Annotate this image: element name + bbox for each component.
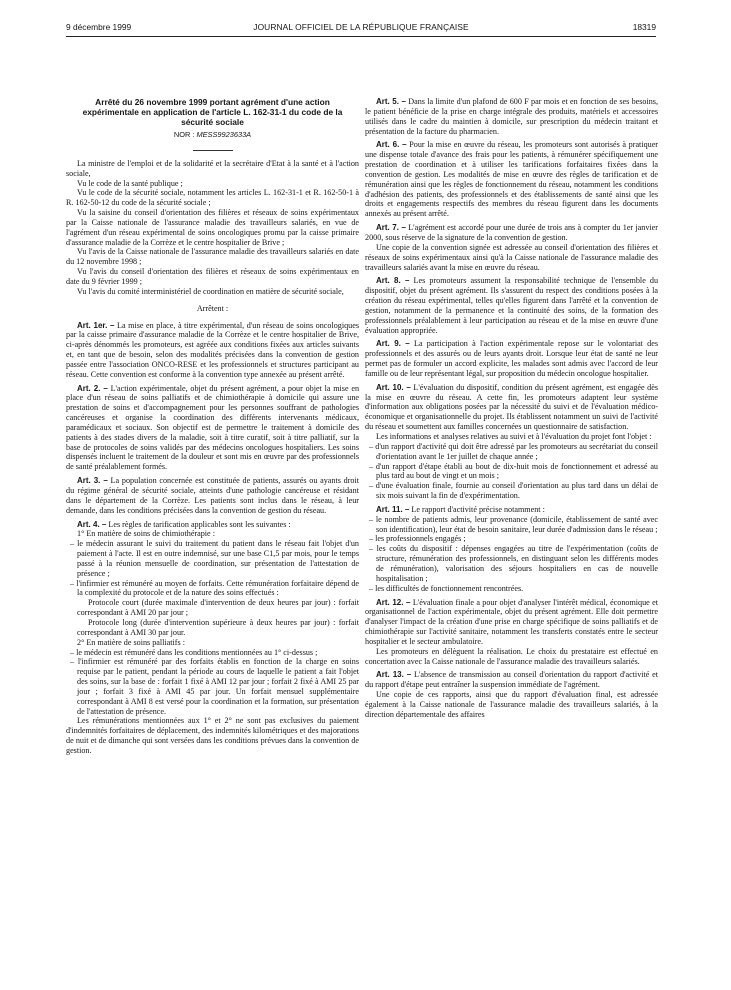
nor-reference (66, 130, 359, 140)
title-rule (193, 150, 233, 151)
article-12-label: Art. 12. – (376, 597, 411, 607)
article-4-protocol-long: Protocole long (durée d'intervention supérieure à deux heures par jour) : forfait correspondant à AMI 30 par jour. (77, 617, 359, 637)
right-column (365, 97, 658, 976)
article-6-text: Pour la mise en œuvre du réseau, les promoteurs sont autorisés à pratiquer une dispense totale d'avance des frais pour les patients, à rémunérer spécifiquement une prestation de coordination et à utiliser les tarifications forfaitaires fixées dans la convention de gestion. Les modalités de mise en œuvre des règles de tarification et de rémunération ainsi que les règles de fonctionnement du réseau, notamment les conditions d'adhésion des patients, des professionnels et des établissements de santé ainsi que les droits et engagements respectifs des membres du réseau figurent dans les documents annexés au présent arrêté. (365, 140, 658, 219)
left-column (66, 97, 359, 976)
article-7-label: Art. 7. – (376, 223, 406, 233)
article-4-item-1a: – le médecin assurant le suivi du traitement du patient dans le réseau fait l'objet d'un paiement à l'acte. Il est en outre indemnisé, sur une base C1,5 par mois, pour le temps passé à la réunion mensuelle de coordination, sur présentation de l'attestation de présence ; (70, 539, 359, 578)
article-5-text: Dans la limite d'un plafond de 600 F par mois et en fonction de ses besoins, le patient bénéficie de la prise en charge intégrale des produits, matériels et accessoires utilisés dans le cadre du maintien à domicile, sur prescription du médecin traitant et présentation de la facture du pharmacien. (365, 97, 658, 136)
visa-5: Vu l'avis du conseil d'orientation des filières et réseaux de soins expérimentaux en date du 9 février 1999 ; (66, 267, 359, 286)
article-12 (365, 598, 658, 647)
article-3 (66, 476, 359, 515)
article-2-text: L'action expérimentale, objet du présent agrément, a pour objet la mise en place d'un réseau de soins palliatifs et de chimiothérapie à domicile qui assure une prestation de soins et d'accompagnement pour les personnes souffrant de pathologies cancéreuses et organise la coordination des différents intervenants médicaux, paramédicaux et sociaux. Son objectif est de permettre le traitement à domicile des patients à des stades divers de la maladie, soit à titre curatif, soit à titre palliatif, sur la base de protocoles de soins validés par des médecins oncologues hospitaliers. Les soins dispensés incluent le traitement de la douleur et sont mis en œuvre par des professionnels de santé préalablement formés. (66, 383, 359, 472)
article-4-protocol-short: Protocole court (durée maximale d'intervention de deux heures par jour) : forfait correspondant à AMI 20 par jour ; (77, 598, 359, 618)
header-date: 9 décembre 1999 (66, 22, 132, 32)
page-header (66, 22, 656, 34)
article-10-reports-intro: Les informations et analyses relatives au suivi et à l'évaluation du projet font l'objet : (376, 432, 652, 441)
header-page-number: 18319 (632, 22, 656, 32)
article-9 (365, 339, 658, 378)
header-rule (66, 36, 656, 37)
decree-title: Arrêté du 26 novembre 1999 portant agrément d'une action expérimentale en application de l'article L. 162-31-1 du code de la sécurité sociale (82, 97, 343, 127)
article-8 (365, 276, 658, 335)
article-11-item-costs: – les coûts du dispositif : dépenses engagées au titre de l'expérimentation (coûts de structure, rémunération des professionnels, en distinguant selon les différents modes de rémunération), valorisation des séjours hospitaliers en cas de nouvelle hospitalisation ; (369, 544, 658, 583)
article-10-report-final: – d'une évaluation finale, fournie au conseil d'orientation au plus tard dans un délai de six mois suivant la fin de d'expérimentation. (369, 481, 658, 501)
article-4-item-1b: – l'infirmier est rémunéré au moyen de forfaits. Cette rémunération forfaitaire dépend de la complexité du protocole et de la nature des soins effectués : (70, 578, 359, 598)
article-10-report-stage: – d'un rapport d'étape établi au bout de dix-huit mois de fonctionnement et adressé au plus tard au bout de vingt et un mois ; (369, 461, 658, 481)
article-11-item-professionals: – les professionnels engagés ; (369, 534, 466, 544)
visa-4: Vu l'avis de la Caisse nationale de l'assurance maladie des travailleurs salariés en date du 12 novembre 1998 ; (66, 247, 359, 267)
visa-3: Vu la saisine du conseil d'orientation des filières et réseaux de soins expérimentaux par la Caisse nationale de l'assurance maladie des travailleurs salariés, en vue de l'agrément d'un réseau expérimental de soins oncologiques promu par la caisse primaire d'assurance maladie de la Corrèze et le centre hospitalier de Brive ; (66, 208, 359, 247)
article-3-label: Art. 3. – (77, 476, 108, 486)
visa-1: Vu le code de la santé publique ; (77, 178, 183, 188)
visa-6: Vu l'avis du comité interministériel de coordination en matière de sécurité sociale, (77, 286, 344, 296)
article-4 (66, 520, 359, 530)
article-11-item-patients: – le nombre de patients admis, leur provenance (domicile, établissement de santé avec son identification), leur état de besoin sanitaire, leur durée d'admission dans le réseau ; (369, 514, 658, 534)
article-4-item-2b: – l'infirmier est rémunéré par des forfaits établis en fonction de la charge en soins requise par le patient, pendant la période au cours de laquelle le patient a fait l'objet des soins, sur la base de : forfait 1 fixé à AMI 12 par jour ; forfait 2 fixé à AMI 25 par jour ; forfait 3 fixé à AMI 45 par jour. Un forfait mensuel supplémentaire correspondant à AMI 8 est versé pour la coordination et la formation, sur présentation de l'attestation de présence. (70, 657, 359, 716)
article-4-closing: Les rémunérations mentionnées aux 1° et 2° ne sont pas exclusives du paiement d'indemnités forfaitaires de déplacement, des indemnités kilométriques et des majorations de nuit et de dimanche qui sont versées dans les conditions prévues dans la convention de gestion. (66, 716, 359, 755)
article-8-label: Art. 8. – (376, 276, 410, 286)
article-4-text: Les règles de tarification applicables sont les suivantes : (106, 519, 291, 529)
article-7-copy: Une copie de la convention signée est adressée au conseil d'orientation des filières et réseaux de soins expérimentaux ainsi qu'à la Caisse nationale de l'assurance maladie des travailleurs salariés avant la mise en œuvre du réseau. (365, 242, 658, 272)
visa-2: Vu le code de la sécurité sociale, notamment les articles L. 162-31-1 et R. 162-50-1 à R. 162-50-12 du code de la sécurité sociale ; (66, 188, 359, 208)
article-4-item-1: 1° En matière de soins de chimiothérapie : (77, 529, 215, 539)
preamble-ministers: La ministre de l'emploi et de la solidarité et la secrétaire d'Etat à la santé et à l'action sociale, (66, 158, 359, 178)
article-4-item-2: 2° En matière de soins palliatifs : (77, 637, 185, 647)
article-11-label: Art. 11. – (376, 504, 410, 514)
article-4-item-2a: – le médecin est rémunéré dans les conditions mentionnées au 1° ci-dessus ; (70, 647, 318, 657)
article-5 (365, 97, 658, 136)
article-10-report-activity: – d'un rapport d'activité qui doit être adressé par les promoteurs au secrétariat du conseil d'orientation avant le 1er juillet de chaque année ; (369, 441, 658, 461)
article-3-text: La population concernée est constituée de patients, assurés ou ayants droit du régime général de sécurité sociale, atteints d'une pathologie cancéreuse et résidant dans le département de la Corrèze. Les patients sont inclus dans le réseau, à leur demande, dans les conditions précisées dans la convention de gestion du réseau. (66, 476, 359, 515)
article-13-label: Art. 13. – (376, 670, 412, 680)
header-journal-title: JOURNAL OFFICIEL DE LA RÉPUBLIQUE FRANÇAISE (253, 22, 469, 32)
article-10 (365, 383, 658, 432)
article-9-text: La participation à l'action expérimentale repose sur le volontariat des professionnels et des assurés ou de leurs ayants droit. Lorsque leur état de santé ne leur permet pas de formuler un accord explicite, les malades sont admis avec l'accord de leur famille ou de leur représentant légal, sur proposition du médecin oncologue hospitalier. (365, 339, 658, 378)
article-5-label: Art. 5. – (376, 97, 406, 106)
arretent: Arrêtent : (196, 303, 229, 313)
article-10-label: Art. 10. – (376, 382, 411, 392)
article-13-text: L'absence de transmission au conseil d'orientation du rapport d'activité et du rapport d'étape peut entraîner la suspension immédiate de l'agrément. (365, 670, 658, 690)
nor-label: NOR : (173, 130, 197, 139)
article-1-label: Art. 1er. – (77, 320, 115, 330)
article-9-label: Art. 9. – (376, 339, 410, 349)
article-6 (365, 140, 658, 219)
article-2-label: Art. 2. – (77, 383, 108, 393)
article-7-text: L'agrément est accordé pour une durée de trois ans à compter du 1er janvier 2000, sous réserve de la signature de la convention de gestion. (365, 223, 658, 242)
article-13 (365, 670, 658, 690)
article-11-item-difficulties: – les difficultés de fonctionnement rencontrées. (369, 583, 524, 593)
article-12-delegation: Les promoteurs en délèguent la réalisation. Le choix du prestataire est effectué en concertation avec la Caisse nationale de l'assurance maladie des travailleurs salariés. (365, 646, 658, 666)
article-11 (365, 505, 658, 515)
article-11-text: Le rapport d'activité précise notamment : (409, 504, 545, 514)
article-12-text: L'évaluation finale a pour objet d'analyser l'intérêt médical, économique et organisationnel de l'action expérimentale, objet du présent agrément. Elle doit permettre d'analyser l'impact de la création d'une prise en charge spécifique de soins palliatifs et de chimiothérapie sur l'activité sanitaire, notamment les transferts constatés entre le secteur hospitalier et le secteur ambulatoire. (365, 597, 658, 646)
article-7 (365, 223, 658, 243)
article-1 (66, 321, 359, 380)
article-1-text: La mise en place, à titre expérimental, d'un réseau de soins oncologiques par la caisse primaire d'assurance maladie de la Corrèze et le centre hospitalier de Brive, ci-après dénommés les promoteurs, est agréée aux conditions fixées aux articles suivants et, en tant que de besoin, selon des modalités précisées dans la convention de gestion passée entre l'association ONCO-RESE et les professionnels et structures participant au réseau. Cette convention est conforme à la convention type annexée au présent arrêté. (66, 320, 359, 379)
article-8-text: Les promoteurs assument la responsabilité technique de l'ensemble du dispositif, objet du présent agrément. Ils s'assurent du respect des conditions posées à la création du réseau expérimental, telles qu'elles figurent dans l'arrêté et la convention de gestion, notamment de la permanence et la continuité des soins, de la formation des professionnels préalablement à leur participation au réseau et de la mise en œuvre d'une évaluation appropriée. (365, 276, 658, 335)
article-6-label: Art. 6. – (376, 140, 407, 150)
article-4-label: Art. 4. – (77, 519, 107, 529)
article-13-copy: Une copie de ces rapports, ainsi que du rapport d'évaluation final, est adressée également à la Caisse nationale de l'assurance maladie des travailleurs salariés, à la direction départementale des affaires (365, 690, 658, 719)
nor-code: MESS9923633A (196, 130, 252, 139)
article-2 (66, 384, 359, 473)
article-10-text: L'évaluation du dispositif, condition du présent agrément, est engagée dès la mise en œuvre du réseau. A cette fin, les promoteurs adaptent leur système d'information aux obligations posées par la nécessité du suivi et de l'évaluation médico-économique et organisationnelle du projet. Ils établissent notamment un suivi de l'activité du réseau et soumettent aux familles concernées un questionnaire de satisfaction. (365, 382, 658, 432)
